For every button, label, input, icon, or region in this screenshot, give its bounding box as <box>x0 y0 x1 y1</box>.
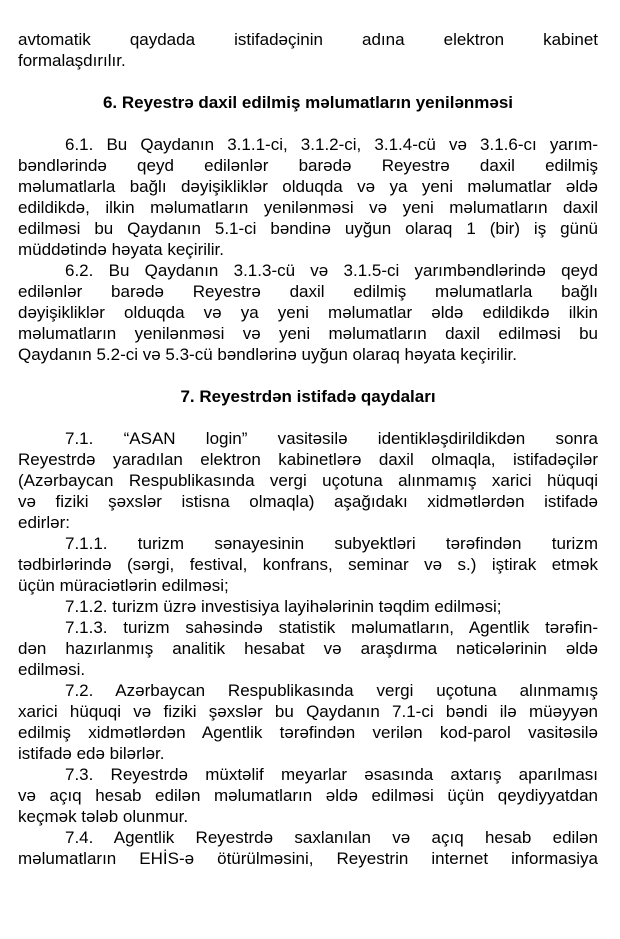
text-line: məlumatların EHİS-ə ötürülməsini, Reyestrin internet informasiya <box>18 849 598 868</box>
text-line: 7.4. Agentlik Reyestrdə saxlanılan və açıq hesab edilən <box>65 828 598 847</box>
text-line: edirlər: <box>18 513 70 532</box>
text-line: və açıq hesab edilən məlumatların əldə edilməsi üçün qeydiyyatdan <box>18 786 598 805</box>
paragraph <box>18 134 598 260</box>
section-heading: 7. Reyestrdən istifadə qaydaları <box>180 387 436 406</box>
paragraph <box>18 827 598 869</box>
text-line: 7.3. Reyestrdə müxtəlif meyarlar əsasında axtarış aparılması <box>65 765 598 784</box>
text-line: 6.1. Bu Qaydanın 3.1.1-ci, 3.1.2-ci, 3.1.4-cü və 3.1.6-cı yarım- <box>65 135 598 154</box>
paragraph <box>18 764 598 827</box>
text-line: istifadə edə bilərlər. <box>18 744 165 763</box>
paragraph <box>18 533 598 596</box>
text-line: 7.1.2. turizm üzrə investisiya layihələrinin təqdim edilməsi; <box>65 597 502 616</box>
paragraph <box>18 428 598 533</box>
text-line: edilməsi. <box>18 660 86 679</box>
text-line: Reyestrdə yaradılan elektron kabinetlərə daxil olmaqla, istifadəçilər <box>18 450 598 469</box>
text-line: 7.2. Azərbaycan Respublikasında vergi uçotuna alınmamış <box>65 681 598 700</box>
text-line: formalaşdırılır. <box>18 51 126 70</box>
text-line: 7.1. “ASAN login” vasitəsilə identikləşdirildikdən sonra <box>65 429 598 448</box>
text-line: müddətində həyata keçirilir. <box>18 240 225 259</box>
paragraph <box>18 260 598 365</box>
text-line: edilməsi bu Qaydanın 5.1-ci bəndinə uyğun olaraq 1 (bir) iş günü <box>18 219 598 238</box>
text-line: edilmiş xidmətlərdən Agentlik tərəfindən verilən kod-parol vasitəsilə <box>18 723 598 742</box>
section-heading: 6. Reyestrə daxil edilmiş məlumatların yenilənməsi <box>102 93 514 112</box>
text-line: üçün müraciətlərin edilməsi; <box>18 576 229 595</box>
text-line: məlumatlarla bağlı dəyişikliklər olduqda və ya yeni məlumatlar əldə <box>18 177 598 196</box>
text-line: edilənlər barədə Reyestrə daxil edilmiş məlumatlarla bağlı <box>18 282 598 301</box>
text-line: 7.1.3. turizm sahəsində statistik məlumatların, Agentlik tərəfin- <box>65 618 598 637</box>
text-line: Qaydanın 5.2-ci və 5.3-cü bəndlərinə uyğun olaraq həyata keçirilir. <box>18 345 517 364</box>
paragraph <box>18 596 598 617</box>
paragraph <box>18 617 598 680</box>
text-line: və fiziki şəxslər istisna olmaqla) aşağıdakı xidmətlərdən istifadə <box>18 492 598 511</box>
text-line: dəyişikliklər olduqda və ya yeni məlumatlar əldə edildikdə ilkin <box>18 303 598 322</box>
text-line: tədbirlərində (sərgi, festival, konfrans, seminar və s.) iştirak etmək <box>18 555 598 574</box>
text-line: xarici hüquqi və fiziki şəxslər bu Qaydanın 7.1-ci bəndi ilə müəyyən <box>18 702 598 721</box>
text-line: keçmək tələb olunmur. <box>18 807 189 826</box>
text-line: (Azərbaycan Respublikasında vergi uçotuna alınmamış xarici hüquqi <box>18 471 598 490</box>
text-line: avtomatik qaydada istifadəçinin adına elektron kabinet <box>18 30 598 49</box>
text-line: dən hazırlanmış analitik hesabat və araşdırma nəticələrinin əldə <box>18 639 598 658</box>
paragraph <box>18 680 598 764</box>
text-line: 6.2. Bu Qaydanın 3.1.3-cü və 3.1.5-ci yarımbəndlərində qeyd <box>65 261 598 280</box>
paragraph <box>18 29 598 71</box>
text-line: bəndlərində qeyd edilənlər barədə Reyestrə daxil edilmiş <box>18 156 598 175</box>
text-line: edildikdə, ilkin məlumatların yenilənməsi və yeni məlumatların daxil <box>18 198 598 217</box>
text-line: məlumatların yenilənməsi və yeni məlumatların daxil edilməsi bu <box>18 324 598 343</box>
text-line: 7.1.1. turizm sənayesinin subyektləri tərəfindən turizm <box>65 534 598 553</box>
